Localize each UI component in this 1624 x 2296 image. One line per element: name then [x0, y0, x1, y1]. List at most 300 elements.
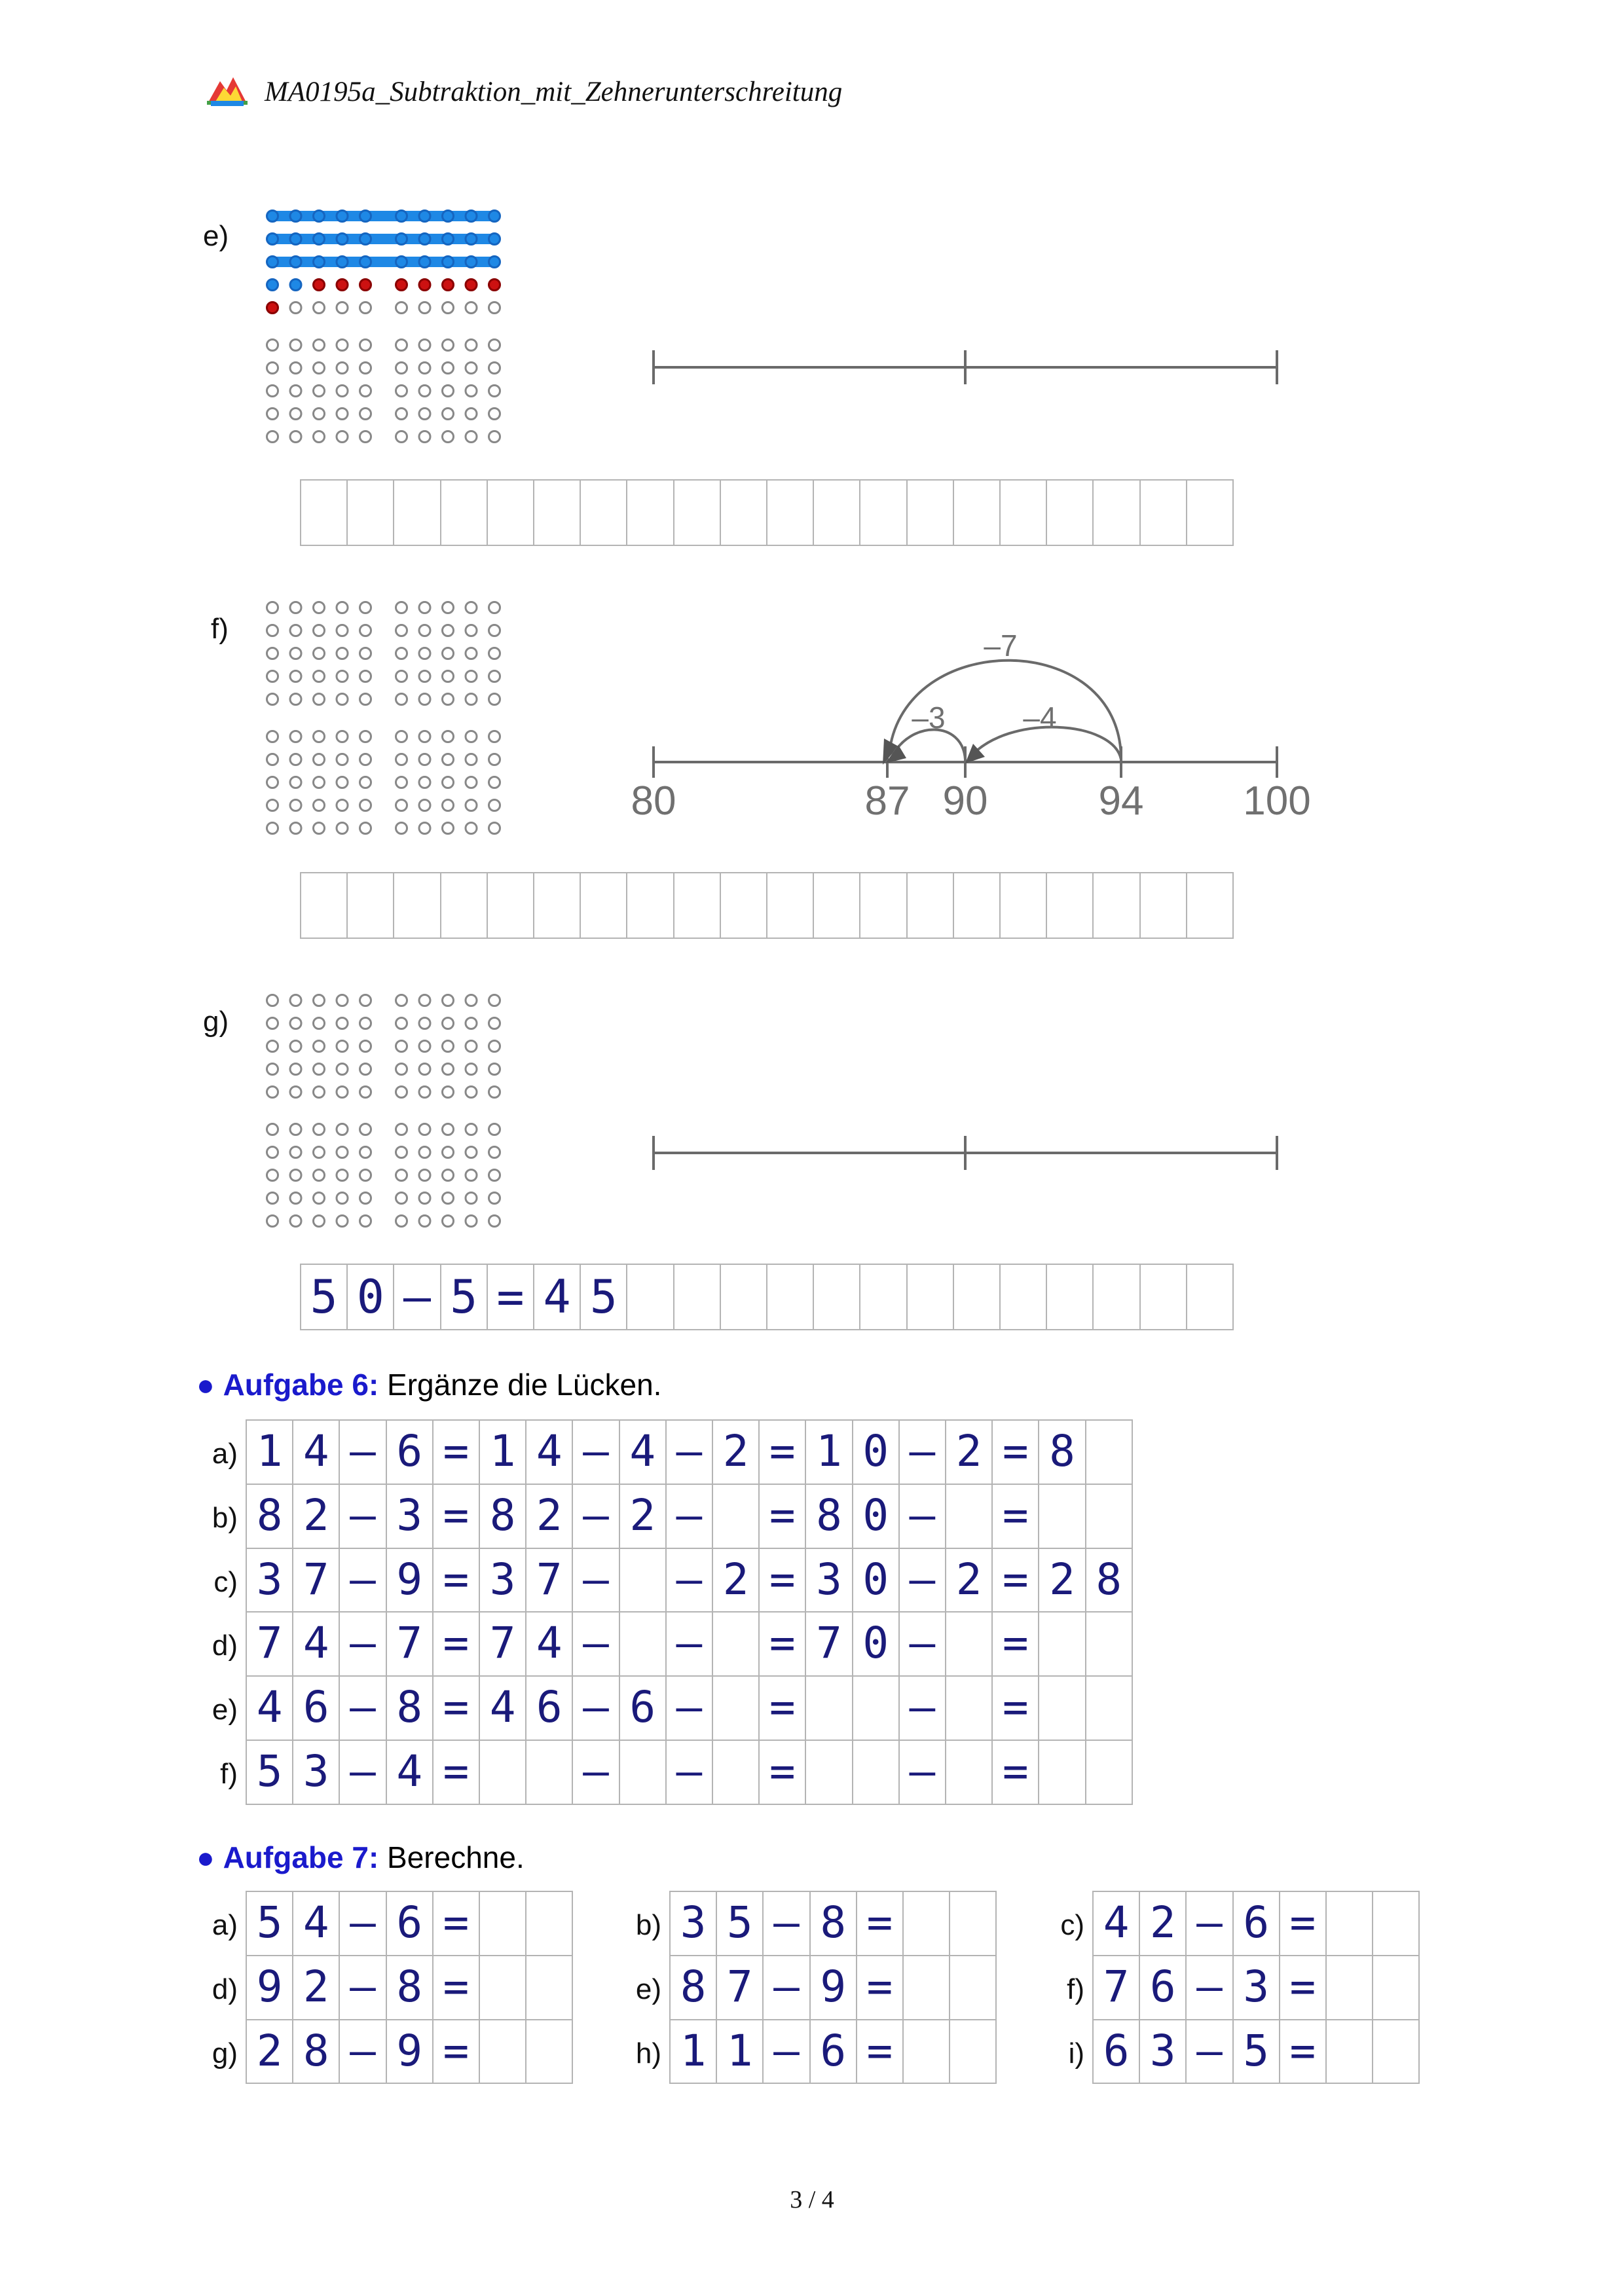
dot: [396, 431, 407, 443]
a6-cell: =: [991, 1740, 1039, 1805]
dot: [314, 1216, 325, 1227]
a6-cell[interactable]: [805, 1740, 853, 1805]
a7-cell: =: [1279, 1955, 1327, 2020]
answer-g-cell[interactable]: [1046, 1264, 1094, 1330]
answer-g-cell[interactable]: [999, 1264, 1047, 1330]
dot: [290, 823, 301, 834]
dot: [466, 800, 477, 811]
answer-f-cell[interactable]: [766, 872, 814, 939]
a6-cell: 1: [246, 1419, 293, 1485]
a6-cell[interactable]: [805, 1675, 853, 1741]
answer-g-cell[interactable]: [906, 1264, 954, 1330]
a7-cell[interactable]: [525, 1955, 573, 2020]
dot: [314, 1147, 325, 1158]
a6-cell[interactable]: [1038, 1740, 1086, 1805]
dot: [489, 340, 500, 351]
answer-f-cell[interactable]: [440, 872, 488, 939]
dot: [267, 280, 278, 291]
dot: [396, 257, 407, 268]
dot: [337, 1018, 348, 1029]
a6-cell: 4: [525, 1611, 573, 1677]
dot: [267, 731, 278, 742]
a6-cell[interactable]: [1038, 1675, 1086, 1741]
dot: [396, 625, 407, 636]
a6-cell: –: [665, 1675, 713, 1741]
a6-cell: –: [898, 1419, 946, 1485]
answer-f-cell[interactable]: [953, 872, 1001, 939]
a6-cell[interactable]: [1085, 1740, 1133, 1805]
dot: [267, 1064, 278, 1075]
a7-cell[interactable]: [949, 1955, 997, 2020]
a6-cell: 7: [386, 1611, 434, 1677]
answer-e-cell[interactable]: [626, 479, 674, 546]
dot: [489, 800, 500, 811]
answer-g-cell[interactable]: [1092, 1264, 1140, 1330]
dot: [466, 731, 477, 742]
dot: [489, 1064, 500, 1075]
dot: [419, 1018, 430, 1029]
dot: [314, 431, 325, 443]
a6-cell[interactable]: [712, 1484, 760, 1549]
dot: [489, 1147, 500, 1158]
dot: [290, 648, 301, 659]
answer-g-cell[interactable]: =: [487, 1264, 534, 1330]
a6-cell[interactable]: [945, 1484, 993, 1549]
answer-f-cell[interactable]: [720, 872, 767, 939]
dot: [489, 1170, 500, 1181]
dot: [396, 1216, 407, 1227]
answer-f-cell[interactable]: [673, 872, 721, 939]
answer-e-cell[interactable]: [487, 479, 534, 546]
a7-cell: 7: [1092, 1955, 1140, 2020]
dot: [267, 1170, 278, 1181]
aufgabe7-heading: [196, 1840, 525, 1875]
dot: [337, 731, 348, 742]
dot: [443, 1147, 454, 1158]
a7-cell[interactable]: [902, 1955, 950, 2020]
dot: [290, 386, 301, 397]
dot: [466, 1018, 477, 1029]
dot: [290, 671, 301, 682]
a7-cell: –: [1185, 1955, 1233, 2020]
dot: [419, 1064, 430, 1075]
a6-cell: –: [665, 1484, 713, 1549]
answer-e-cell[interactable]: [1046, 479, 1094, 546]
dot: [419, 602, 430, 613]
answer-f-cell[interactable]: [1186, 872, 1234, 939]
a6-cell: –: [898, 1484, 946, 1549]
a6-cell: 2: [525, 1484, 573, 1549]
a7-cell[interactable]: [1372, 2019, 1420, 2085]
dot: [337, 800, 348, 811]
a6-cell: –: [572, 1419, 619, 1485]
dot-field-g: [267, 995, 500, 1227]
tick-label-90: 90: [942, 778, 988, 824]
a7-cell[interactable]: [525, 1891, 573, 1956]
answer-f-cell[interactable]: [346, 872, 394, 939]
a6-cell: 7: [479, 1611, 526, 1677]
a7-cell[interactable]: [949, 2019, 997, 2085]
answer-f-cell[interactable]: [1046, 872, 1094, 939]
a6-cell: –: [572, 1611, 619, 1677]
dot: [267, 671, 278, 682]
a6-row-label: d): [212, 1630, 238, 1662]
a7-cell[interactable]: [1372, 1955, 1420, 2020]
a7-cell[interactable]: [902, 2019, 950, 2085]
a6-cell: –: [339, 1419, 386, 1485]
dot: [419, 1216, 430, 1227]
answer-e-cell[interactable]: [393, 479, 441, 546]
dot: [443, 625, 454, 636]
answer-g-cell[interactable]: [1186, 1264, 1234, 1330]
dot: [290, 1193, 301, 1204]
dot: [419, 625, 430, 636]
dot: [466, 257, 477, 268]
a6-cell[interactable]: [1085, 1484, 1133, 1549]
answer-g-cell[interactable]: [720, 1264, 767, 1330]
dot: [419, 694, 430, 705]
a7-cell: 5: [246, 1891, 293, 1956]
a7-cell[interactable]: [1325, 2019, 1373, 2085]
dot: [489, 754, 500, 765]
answer-e-cell[interactable]: [953, 479, 1001, 546]
a7-cell: –: [339, 2019, 386, 2085]
dot: [267, 386, 278, 397]
a6-cell[interactable]: [712, 1611, 760, 1677]
a7-cell[interactable]: [949, 1891, 997, 1956]
dot: [443, 234, 454, 245]
answer-g-cell[interactable]: 5: [300, 1264, 348, 1330]
dot: [489, 1041, 500, 1052]
a7-item-label: b): [635, 1909, 661, 1941]
dot: [314, 823, 325, 834]
dot: [466, 1087, 477, 1098]
a7-cell[interactable]: [479, 2019, 526, 2085]
a7-cell[interactable]: [1325, 1891, 1373, 1956]
a7-cell: =: [432, 2019, 480, 2085]
dot: [360, 648, 371, 659]
a7-cell: 6: [1232, 1891, 1280, 1956]
dot: [337, 1216, 348, 1227]
dot: [419, 409, 430, 420]
a7-cell: 8: [669, 1955, 717, 2020]
answer-e-cell[interactable]: [1186, 479, 1234, 546]
dot: [419, 823, 430, 834]
dot: [267, 1041, 278, 1052]
answer-e-cell[interactable]: [533, 479, 581, 546]
a6-cell[interactable]: [945, 1675, 993, 1741]
answer-g-cell[interactable]: 5: [580, 1264, 627, 1330]
dot: [419, 1041, 430, 1052]
dot: [419, 648, 430, 659]
a7-cell[interactable]: [1325, 1955, 1373, 2020]
dot: [489, 602, 500, 613]
a6-row-label: a): [212, 1438, 238, 1470]
dot: [290, 731, 301, 742]
dot: [290, 409, 301, 420]
dot: [267, 1018, 278, 1029]
a7-cell[interactable]: [479, 1891, 526, 1956]
dot: [443, 754, 454, 765]
a7-cell[interactable]: [902, 1891, 950, 1956]
answer-g-cell[interactable]: [673, 1264, 721, 1330]
dot: [337, 1193, 348, 1204]
a6-cell: 2: [1038, 1548, 1086, 1613]
dot: [489, 363, 500, 374]
aufgabe7-instruction: Berechne.: [387, 1840, 525, 1874]
a6-cell: =: [432, 1548, 480, 1613]
answer-f-cell[interactable]: [999, 872, 1047, 939]
answer-f-cell[interactable]: [859, 872, 907, 939]
answer-e-cell[interactable]: [766, 479, 814, 546]
a6-cell: 6: [386, 1419, 434, 1485]
a7-cell: 9: [386, 2019, 434, 2085]
dot: [443, 777, 454, 788]
a7-cell[interactable]: [479, 1955, 526, 2020]
dot: [314, 234, 325, 245]
task-label-g: g): [203, 1006, 229, 1038]
dot: [360, 1018, 371, 1029]
dot: [290, 1170, 301, 1181]
dot: [360, 1147, 371, 1158]
a6-cell[interactable]: [852, 1675, 900, 1741]
a6-cell[interactable]: [525, 1740, 573, 1805]
a6-cell: –: [572, 1548, 619, 1613]
answer-g-cell[interactable]: 0: [346, 1264, 394, 1330]
number-line-g: [654, 1136, 1277, 1170]
answer-e-cell[interactable]: [906, 479, 954, 546]
a6-cell[interactable]: [619, 1611, 667, 1677]
dot: [419, 211, 430, 222]
a7-cell: =: [432, 1955, 480, 2020]
a6-cell: =: [991, 1484, 1039, 1549]
dot: [466, 1124, 477, 1135]
a6-cell: –: [339, 1611, 386, 1677]
dot: [290, 1018, 301, 1029]
answer-g-cell[interactable]: 4: [533, 1264, 581, 1330]
a6-cell: =: [432, 1675, 480, 1741]
a6-cell: 8: [1085, 1548, 1133, 1613]
a7-cell: 8: [809, 1891, 857, 1956]
answer-e-cell[interactable]: [859, 479, 907, 546]
answer-f-cell[interactable]: [300, 872, 348, 939]
a7-cell: 3: [1139, 2019, 1187, 2085]
bullet-icon: ●: [196, 1840, 215, 1874]
dot: [489, 386, 500, 397]
dot: [314, 386, 325, 397]
dot: [267, 625, 278, 636]
answer-f-cell[interactable]: [906, 872, 954, 939]
a7-cell: 6: [1139, 1955, 1187, 2020]
dot: [314, 409, 325, 420]
answer-f-cell[interactable]: [393, 872, 441, 939]
dot: [419, 280, 430, 291]
answer-f-cell[interactable]: [813, 872, 860, 939]
dot: [314, 1193, 325, 1204]
dot: [489, 1018, 500, 1029]
a6-cell[interactable]: [1085, 1419, 1133, 1485]
dot: [337, 386, 348, 397]
dot: [466, 1041, 477, 1052]
a6-cell[interactable]: [1085, 1611, 1133, 1677]
dot: [419, 800, 430, 811]
answer-e-cell[interactable]: [346, 479, 394, 546]
dot: [443, 1170, 454, 1181]
dot: [337, 671, 348, 682]
dot: [360, 363, 371, 374]
dot: [489, 409, 500, 420]
a7-cell[interactable]: [1372, 1891, 1420, 1956]
dot: [489, 211, 500, 222]
dot: [337, 694, 348, 705]
dot: [290, 625, 301, 636]
a6-cell: 2: [619, 1484, 667, 1549]
a6-cell[interactable]: [945, 1611, 993, 1677]
dot: [267, 995, 278, 1006]
a6-cell[interactable]: [479, 1740, 526, 1805]
dot: [360, 386, 371, 397]
a6-cell: 4: [246, 1675, 293, 1741]
arc-label-minus7: –7: [984, 629, 1018, 663]
dot: [396, 1170, 407, 1181]
dot: [337, 995, 348, 1006]
dot: [360, 754, 371, 765]
dot: [466, 1216, 477, 1227]
a7-cell: 9: [809, 1955, 857, 2020]
answer-e-cell[interactable]: [1092, 479, 1140, 546]
a6-cell[interactable]: [852, 1740, 900, 1805]
answer-g-cell[interactable]: [766, 1264, 814, 1330]
dot: [396, 211, 407, 222]
a6-cell[interactable]: [619, 1548, 667, 1613]
a7-item-label: i): [1068, 2037, 1084, 2069]
a6-cell: –: [339, 1484, 386, 1549]
a6-cell: =: [991, 1419, 1039, 1485]
a6-cell[interactable]: [712, 1740, 760, 1805]
task-label-f: f): [211, 613, 229, 645]
dot: [267, 694, 278, 705]
dot: [337, 1147, 348, 1158]
a6-cell: 0: [852, 1419, 900, 1485]
dot: [267, 1193, 278, 1204]
answer-e-cell[interactable]: [720, 479, 767, 546]
dot: [396, 1147, 407, 1158]
a7-cell[interactable]: [525, 2019, 573, 2085]
dot: [396, 731, 407, 742]
dot: [314, 648, 325, 659]
dot: [419, 431, 430, 443]
dot: [443, 1193, 454, 1204]
page-number: 3 / 4: [790, 2186, 834, 2214]
a7-cell: 6: [809, 2019, 857, 2085]
dot: [360, 431, 371, 443]
dot: [290, 280, 301, 291]
answer-e-cell[interactable]: [580, 479, 627, 546]
a6-cell[interactable]: [1038, 1611, 1086, 1677]
a7-cell: 6: [386, 1891, 434, 1956]
answer-g-cell[interactable]: [626, 1264, 674, 1330]
a7-item-label: d): [212, 1973, 238, 2005]
answer-g-cell[interactable]: [953, 1264, 1001, 1330]
dot: [419, 754, 430, 765]
dot: [267, 363, 278, 374]
answer-f-cell[interactable]: [580, 872, 627, 939]
answer-g-cell[interactable]: –: [393, 1264, 441, 1330]
dot: [466, 302, 477, 314]
a6-cell[interactable]: [619, 1740, 667, 1805]
a7-cell: –: [1185, 1891, 1233, 1956]
aufgabe6-heading: [196, 1367, 661, 1402]
dot: [466, 648, 477, 659]
dot: [267, 800, 278, 811]
dot: [443, 1216, 454, 1227]
answer-g-cell[interactable]: [859, 1264, 907, 1330]
answer-f-cell[interactable]: [533, 872, 581, 939]
a7-cell: 3: [1232, 1955, 1280, 2020]
a7-cell: 7: [716, 1955, 764, 2020]
answer-f-cell[interactable]: [626, 872, 674, 939]
dot: [337, 1087, 348, 1098]
dot: [419, 731, 430, 742]
a6-cell: 2: [945, 1548, 993, 1613]
dot: [337, 1170, 348, 1181]
dot: [396, 1124, 407, 1135]
a6-cell: –: [339, 1548, 386, 1613]
dot: [360, 1124, 371, 1135]
dot: [396, 280, 407, 291]
dot: [443, 823, 454, 834]
dot: [267, 754, 278, 765]
a6-cell: =: [758, 1740, 806, 1805]
dot: [337, 257, 348, 268]
answer-g-cell[interactable]: [1139, 1264, 1187, 1330]
a6-cell: –: [572, 1484, 619, 1549]
answer-f-cell[interactable]: [1139, 872, 1187, 939]
answer-g-cell[interactable]: 5: [440, 1264, 488, 1330]
answer-e-cell[interactable]: [999, 479, 1047, 546]
dot: [466, 409, 477, 420]
dot: [419, 995, 430, 1006]
answer-e-cell[interactable]: [1139, 479, 1187, 546]
dot: [419, 386, 430, 397]
dot: [360, 671, 371, 682]
answer-e-cell[interactable]: [300, 479, 348, 546]
dot: [290, 340, 301, 351]
dot: [290, 1064, 301, 1075]
a6-cell: 8: [479, 1484, 526, 1549]
a6-cell: –: [665, 1740, 713, 1805]
arc-label-minus3: –3: [912, 701, 946, 735]
a6-cell[interactable]: [1038, 1484, 1086, 1549]
dot: [489, 257, 500, 268]
a7-cell: –: [762, 1891, 810, 1956]
a6-cell[interactable]: [945, 1740, 993, 1805]
dot: [360, 995, 371, 1006]
a6-cell[interactable]: [1085, 1675, 1133, 1741]
a6-cell: 3: [246, 1548, 293, 1613]
answer-f-cell[interactable]: [487, 872, 534, 939]
answer-e-cell[interactable]: [673, 479, 721, 546]
answer-e-cell[interactable]: [440, 479, 488, 546]
dot: [443, 1018, 454, 1029]
dot: [396, 302, 407, 314]
dot: [360, 823, 371, 834]
answer-e-cell[interactable]: [813, 479, 860, 546]
answer-f-cell[interactable]: [1092, 872, 1140, 939]
dot: [443, 280, 454, 291]
answer-g-cell[interactable]: [813, 1264, 860, 1330]
a6-cell[interactable]: [712, 1675, 760, 1741]
